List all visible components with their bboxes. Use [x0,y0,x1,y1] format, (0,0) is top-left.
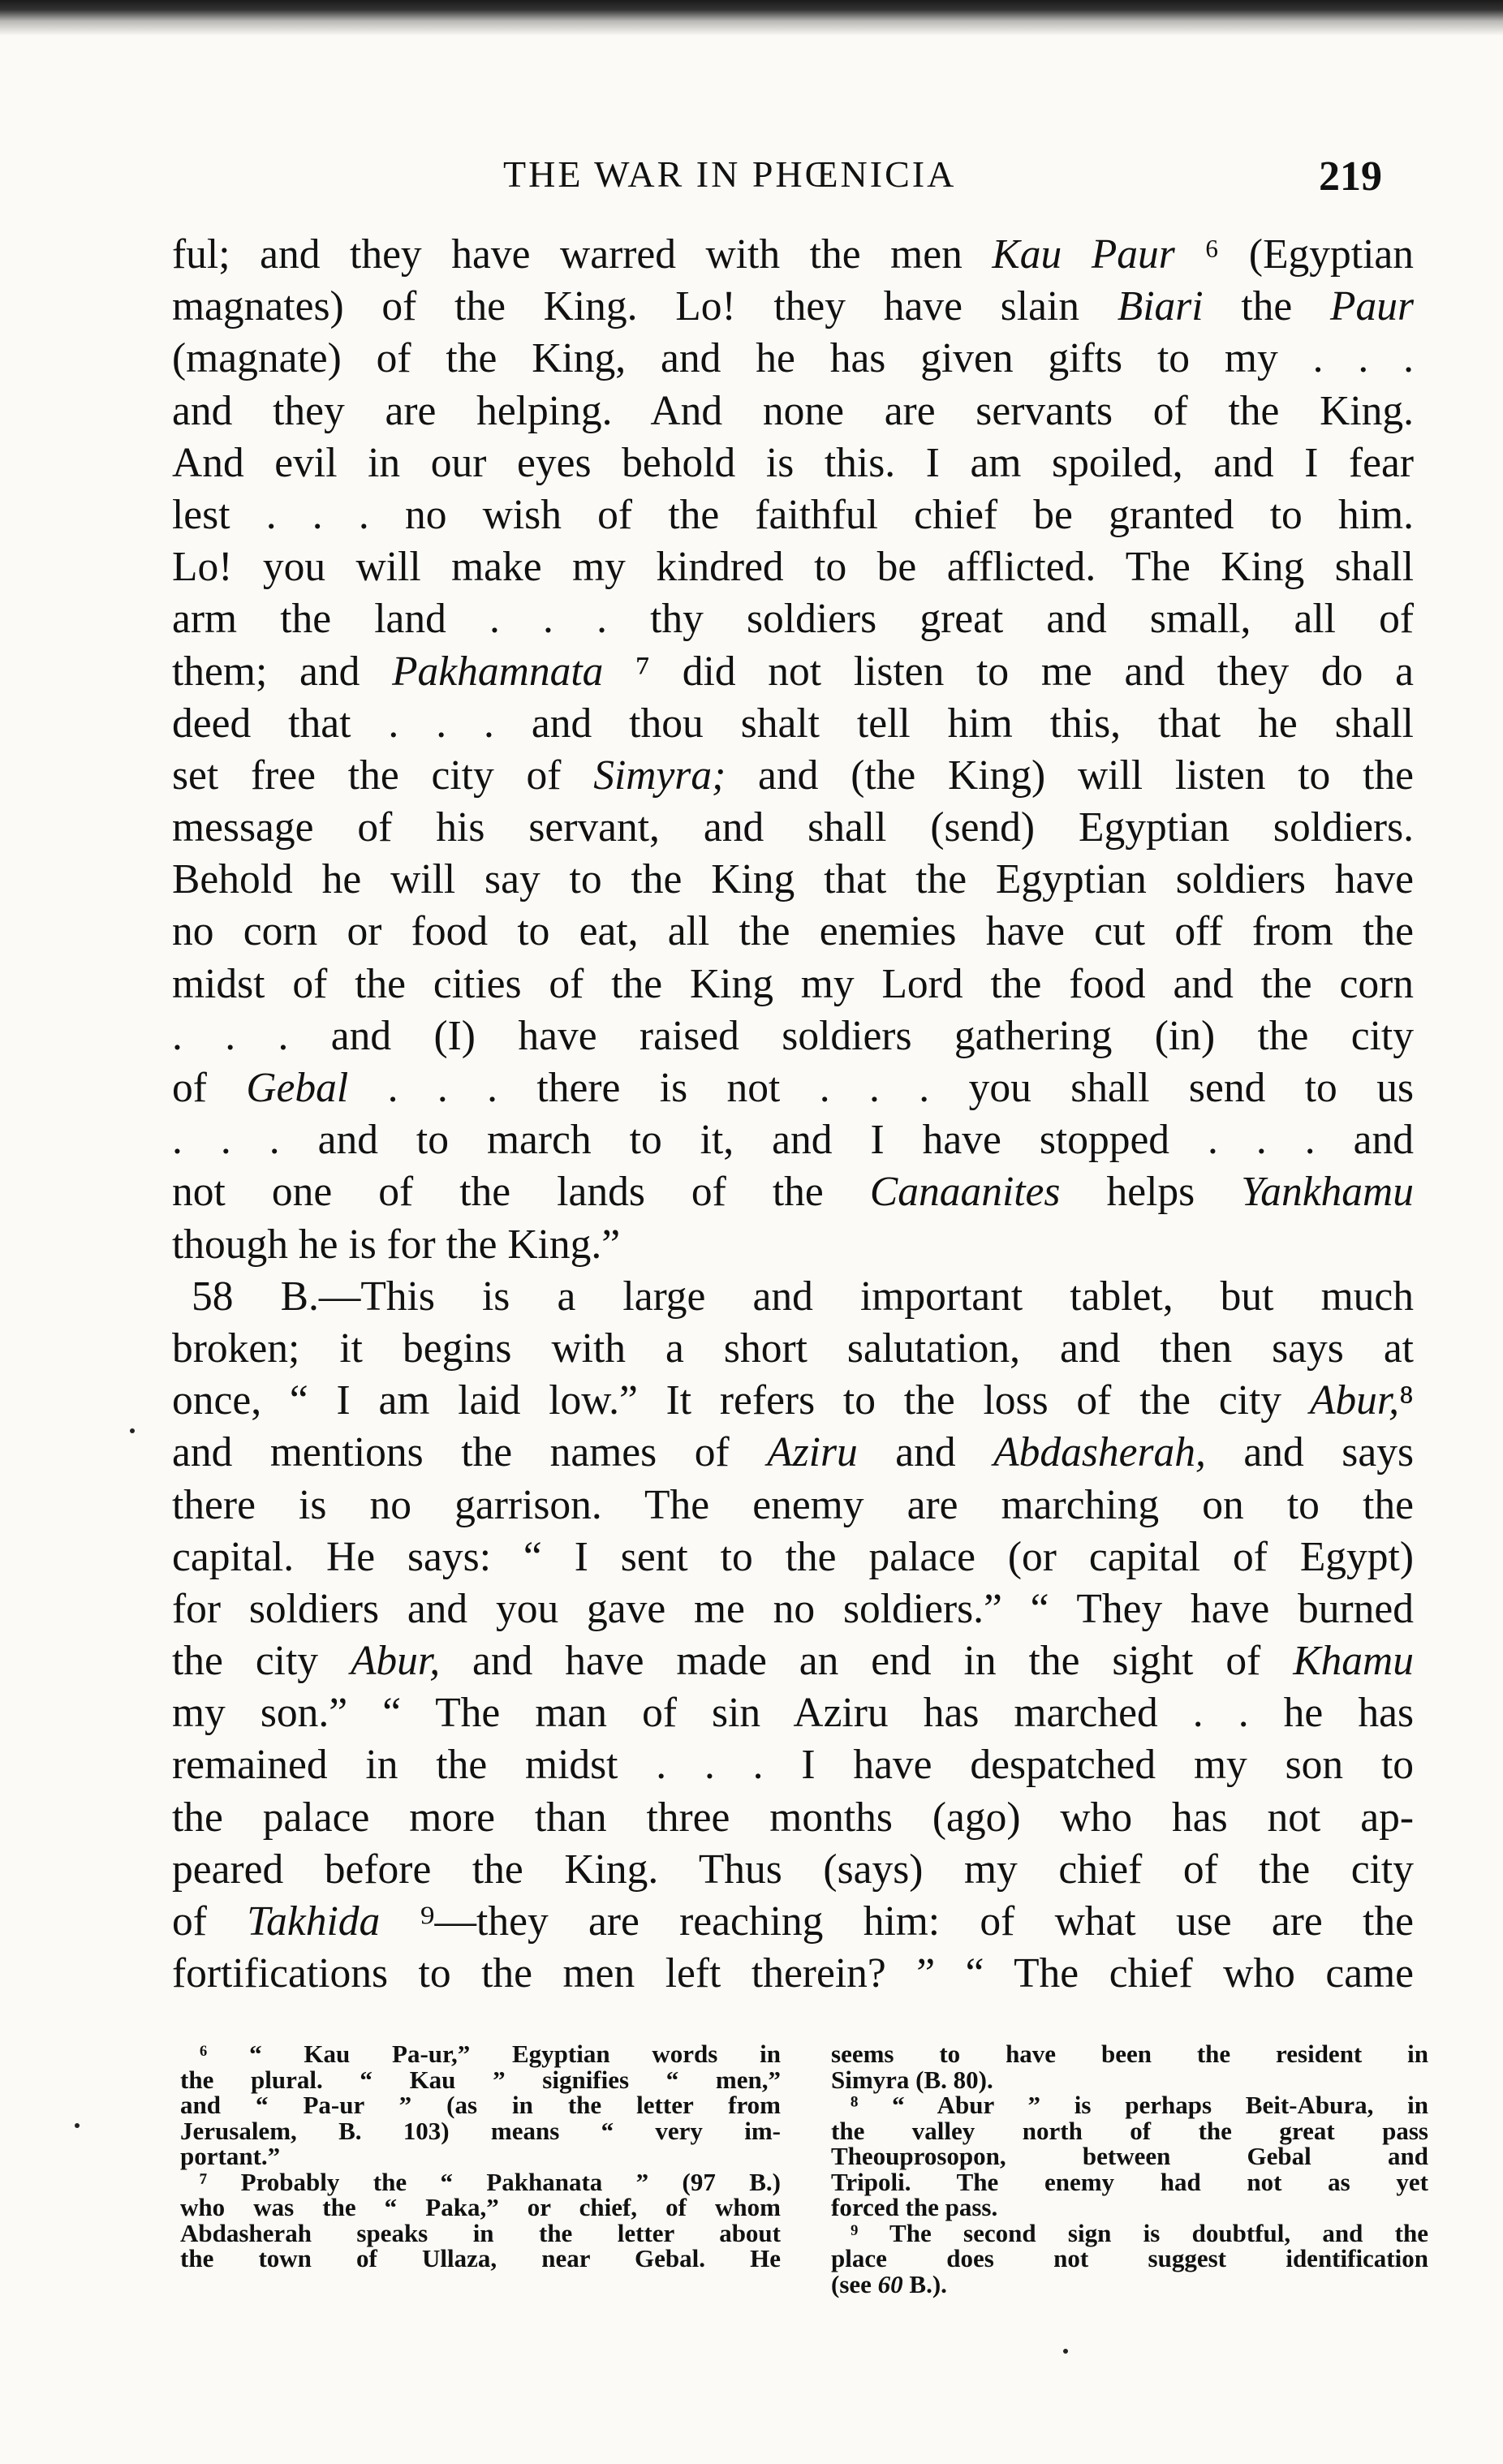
text-line: . . . and (I) have raised soldiers gathering (in) the city [172,1012,1414,1059]
footnote-line: the valley north of the great pass [831,2116,1428,2145]
footnote-line: and “ Pa-ur ” (as in the letter from [180,2091,781,2119]
text-line: my son.” “ The man of sin Aziru has marched . . he has [172,1690,1414,1737]
text-line: ful; and they have warred with the men Kau Paur ⁶ (Egyptian [172,231,1414,278]
footnotes-right-column [831,2041,1428,2297]
text-line: Behold he will say to the King that the Egyptian soldiers have [172,856,1414,903]
scan-speck [1063,2349,1068,2354]
page-number: 219 [1319,153,1382,200]
text-line: of Takhida ⁹—they are reaching him: of what use are the [172,1898,1414,1945]
text-line: the city Abur, and have made an end in the sight of Khamu [172,1638,1414,1685]
text-line: and they are helping. And none are servants of the King. [172,387,1414,434]
text-line: midst of the cities of the King my Lord the food and the corn [172,960,1414,1007]
footnote-line: Simyra (B. 80). [831,2065,993,2094]
footnote-line: Jerusalem, B. 103) means “ very im- [180,2116,781,2145]
text-line: lest . . . no wish of the faithful chief be granted to him. [172,491,1414,538]
body-text [172,229,1414,2000]
text-line: there is no garrison. The enemy are marching on to the [172,1481,1414,1528]
footnote-line: Abdasherah speaks in the letter about [180,2218,781,2247]
text-line: for soldiers and you gave me no soldiers.” “ They have burned [172,1585,1414,1632]
text-line: and mentions the names of Aziru and Abdasherah, and says [172,1429,1414,1476]
text-line: of Gebal . . . there is not . . . you shall send to us [172,1065,1414,1111]
scan-edge [0,0,1503,36]
text-line: fortifications to the men left therein? ” “ The chief who came [172,1950,1414,1997]
footnote-line: forced the pass. [831,2193,998,2221]
footnote-line: ⁷ Probably the “ Pakhanata ” (97 B.) [200,2167,781,2196]
footnote-line: the plural. “ Kau ” signifies “ men,” [180,2065,781,2094]
text-line: arm the land . . . thy soldiers great and small, all of [172,596,1414,643]
text-line: capital. He says: “ I sent to the palace (or capital of Egypt) [172,1533,1414,1580]
footnote-line: seems to have been the resident in [831,2040,1428,2068]
text-line: deed that . . . and thou shalt tell him this, that he shall [172,700,1414,747]
text-line: the palace more than three months (ago) who has not ap- [172,1794,1414,1841]
text-line: peared before the King. Thus (says) my chief of the city [172,1846,1414,1893]
text-line: no corn or food to eat, all the enemies have cut off from the [172,908,1414,955]
text-line: magnates) of the King. Lo! they have slain Biari the Paur [172,283,1414,330]
footnote-line: the town of Ullaza, near Gebal. He [180,2244,781,2272]
footnote-line: portant.” [180,2142,281,2170]
text-line: Lo! you will make my kindred to be afflicted. The King shall [172,544,1414,591]
footnote-line: who was the “ Paka,” or chief, of whom [180,2193,781,2221]
text-line: (magnate) of the King, and he has given gifts to my . . . [172,335,1414,382]
text-line: 58 B.—This is a large and important tablet, but much [192,1273,1414,1320]
footnote-line: ⁶ “ Kau Pa-ur,” Egyptian words in [200,2040,781,2068]
scan-speck [75,2123,80,2128]
footnote-line: place does not suggest identification [831,2244,1428,2272]
running-header [0,153,1503,201]
footnote-line: ⁸ “ Abur ” is perhaps Beit-Abura, in [851,2091,1428,2119]
footnote-line: Theouprosopon, between Gebal and [831,2142,1428,2170]
footnote-line: ⁹ The second sign is doubtful, and the [851,2218,1428,2247]
footnotes-left-column [180,2041,781,2272]
text-line: once, “ I am laid low.” It refers to the loss of the city Abur,⁸ [172,1377,1414,1424]
text-line: not one of the lands of the Canaanites helps Yankhamu [172,1169,1414,1216]
footnote-line: (see 60 B.). [831,2269,947,2298]
text-line: remained in the midst . . . I have despatched my son to [172,1742,1414,1789]
text-line: them; and Pakhamnata ⁷ did not listen to me and they do a [172,648,1414,695]
text-line: though he is for the King.” [172,1221,621,1268]
scan-speck [130,1428,135,1433]
text-line: set free the city of Simyra; and (the King) will listen to the [172,752,1415,799]
footnote-line: Tripoli. The enemy had not as yet [831,2167,1428,2196]
text-line: message of his servant, and shall (send) Egyptian soldiers. [172,804,1414,851]
text-line: And evil in our eyes behold is this. I am spoiled, and I fear [172,439,1414,486]
running-title: THE WAR IN PHŒNICIA [503,153,957,195]
text-line: broken; it begins with a short salutation, and then says at [172,1325,1414,1372]
text-line: . . . and to march to it, and I have stopped . . . and [172,1117,1414,1164]
